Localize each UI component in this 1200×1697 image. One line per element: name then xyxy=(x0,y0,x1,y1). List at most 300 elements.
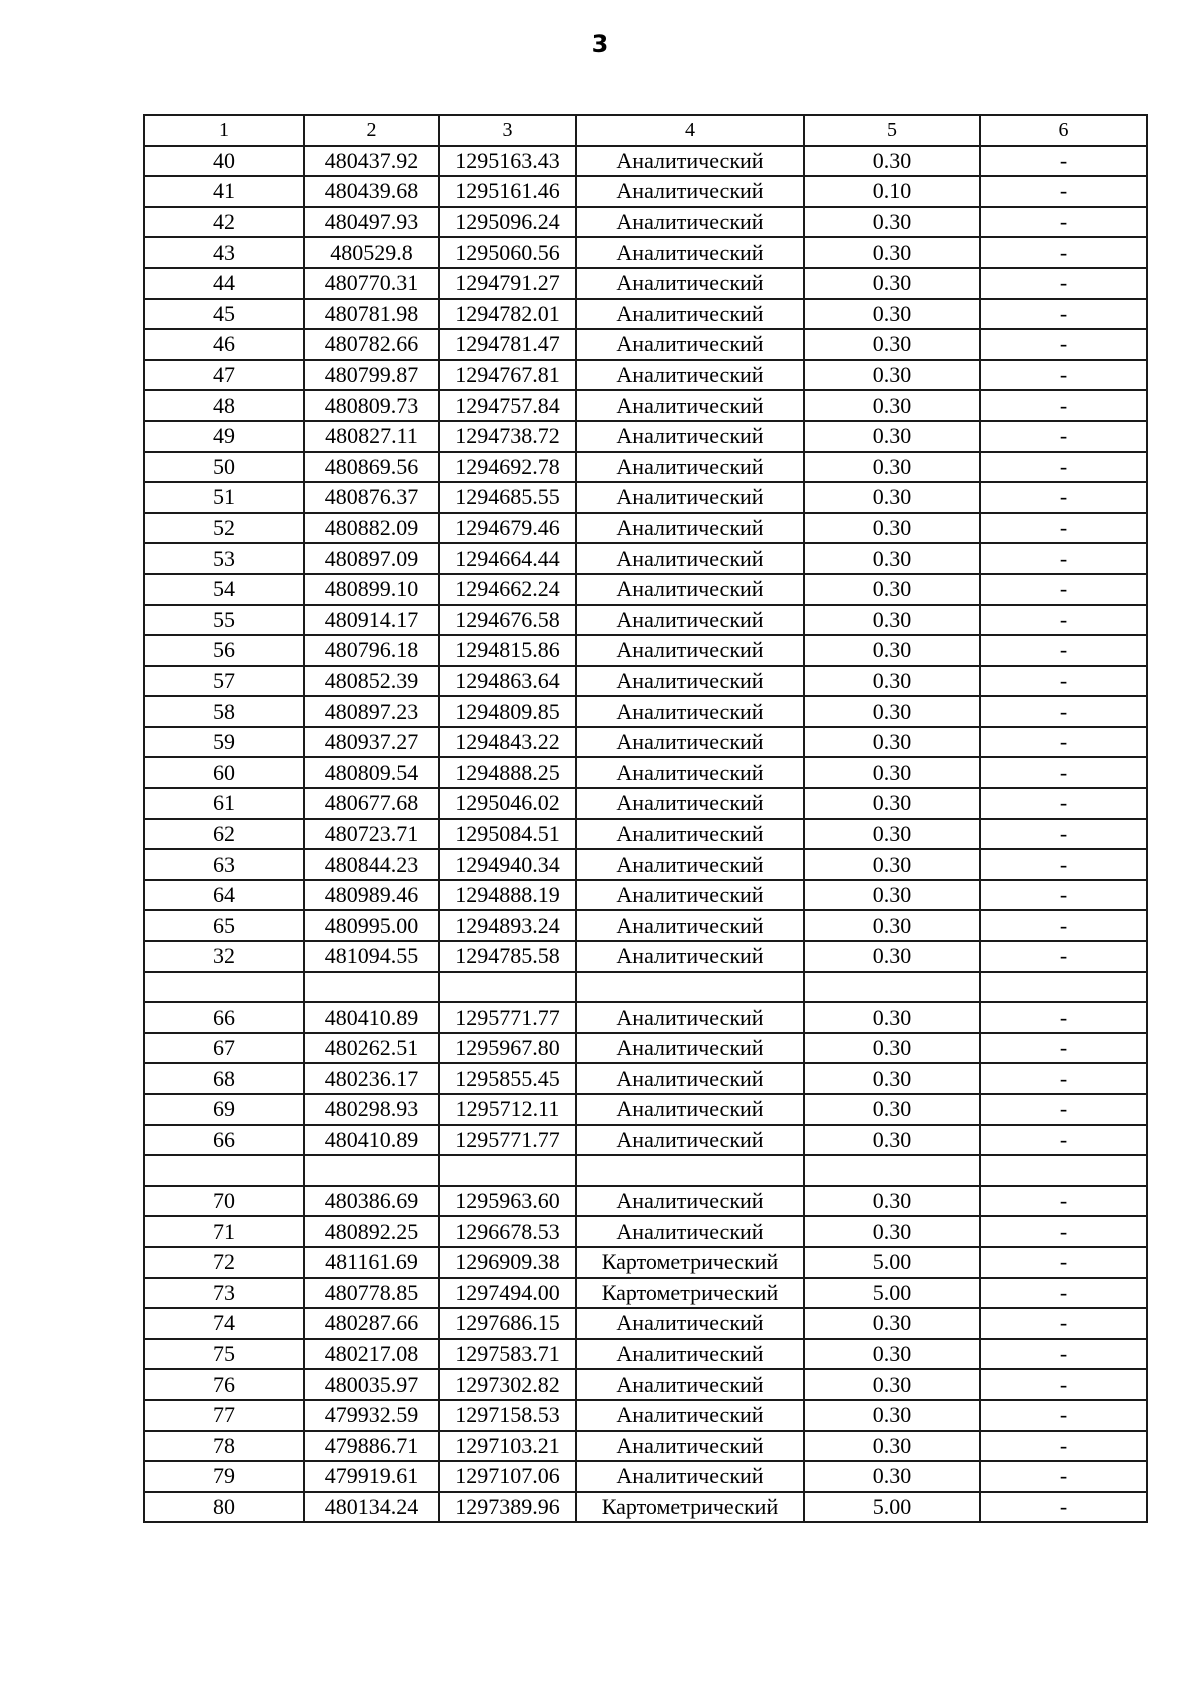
point-number-cell: 44 xyxy=(144,268,304,299)
point-number-cell: 53 xyxy=(144,543,304,574)
point-number-cell: 62 xyxy=(144,819,304,850)
point-number-cell: 41 xyxy=(144,176,304,207)
accuracy-cell: 0.30 xyxy=(804,482,980,513)
table-row xyxy=(144,1461,1147,1492)
y-coordinate-cell: 1295163.43 xyxy=(439,146,576,177)
note-cell: - xyxy=(980,1400,1147,1431)
x-coordinate-cell: 480262.51 xyxy=(304,1033,439,1064)
method-cell: Аналитический xyxy=(576,390,804,421)
point-number-cell: 57 xyxy=(144,666,304,697)
method-cell: Аналитический xyxy=(576,482,804,513)
x-coordinate-cell: 480298.93 xyxy=(304,1094,439,1125)
method-cell: Аналитический xyxy=(576,543,804,574)
note-cell: - xyxy=(980,207,1147,238)
point-number-cell: 70 xyxy=(144,1186,304,1217)
y-coordinate-cell: 1297302.82 xyxy=(439,1369,576,1400)
x-coordinate-cell: 480770.31 xyxy=(304,268,439,299)
x-coordinate-cell: 480809.54 xyxy=(304,757,439,788)
accuracy-cell: 0.30 xyxy=(804,941,980,972)
point-number-cell: 72 xyxy=(144,1247,304,1278)
header-cell: 3 xyxy=(439,115,576,146)
accuracy-cell: 0.30 xyxy=(804,880,980,911)
y-coordinate-cell: 1295855.45 xyxy=(439,1063,576,1094)
accuracy-cell xyxy=(804,1155,980,1186)
x-coordinate-cell: 480437.92 xyxy=(304,146,439,177)
accuracy-cell: 5.00 xyxy=(804,1247,980,1278)
y-coordinate-cell: 1295046.02 xyxy=(439,788,576,819)
point-number-cell: 45 xyxy=(144,299,304,330)
y-coordinate-cell: 1295771.77 xyxy=(439,1125,576,1156)
x-coordinate-cell: 480852.39 xyxy=(304,666,439,697)
table-row xyxy=(144,1278,1147,1309)
table-row xyxy=(144,574,1147,605)
point-number-cell: 50 xyxy=(144,452,304,483)
note-cell: - xyxy=(980,1002,1147,1033)
note-cell: - xyxy=(980,1094,1147,1125)
y-coordinate-cell: 1294791.27 xyxy=(439,268,576,299)
method-cell: Аналитический xyxy=(576,941,804,972)
table-row xyxy=(144,146,1147,177)
point-number-cell: 78 xyxy=(144,1431,304,1462)
y-coordinate-cell: 1294863.64 xyxy=(439,666,576,697)
table-row xyxy=(144,605,1147,636)
point-number-cell: 64 xyxy=(144,880,304,911)
x-coordinate-cell xyxy=(304,972,439,1003)
method-cell: Аналитический xyxy=(576,1400,804,1431)
x-coordinate-cell: 480386.69 xyxy=(304,1186,439,1217)
accuracy-cell: 0.30 xyxy=(804,1216,980,1247)
table-row xyxy=(144,543,1147,574)
point-number-cell: 59 xyxy=(144,727,304,758)
y-coordinate-cell: 1294785.58 xyxy=(439,941,576,972)
method-cell: Аналитический xyxy=(576,207,804,238)
accuracy-cell: 0.30 xyxy=(804,1431,980,1462)
method-cell: Аналитический xyxy=(576,727,804,758)
y-coordinate-cell: 1294781.47 xyxy=(439,329,576,360)
note-cell: - xyxy=(980,1278,1147,1309)
accuracy-cell: 0.30 xyxy=(804,727,980,758)
accuracy-cell: 0.30 xyxy=(804,1186,980,1217)
y-coordinate-cell xyxy=(439,1155,576,1186)
accuracy-cell: 0.30 xyxy=(804,1339,980,1370)
point-number-cell: 58 xyxy=(144,696,304,727)
method-cell: Аналитический xyxy=(576,176,804,207)
point-number-cell: 51 xyxy=(144,482,304,513)
y-coordinate-cell: 1294662.24 xyxy=(439,574,576,605)
point-number-cell: 61 xyxy=(144,788,304,819)
accuracy-cell: 0.30 xyxy=(804,635,980,666)
accuracy-cell: 0.30 xyxy=(804,819,980,850)
y-coordinate-cell xyxy=(439,972,576,1003)
point-number-cell: 73 xyxy=(144,1278,304,1309)
point-number-cell: 46 xyxy=(144,329,304,360)
accuracy-cell: 0.30 xyxy=(804,574,980,605)
x-coordinate-cell: 480723.71 xyxy=(304,819,439,850)
note-cell: - xyxy=(980,268,1147,299)
x-coordinate-cell: 480497.93 xyxy=(304,207,439,238)
y-coordinate-cell: 1294888.25 xyxy=(439,757,576,788)
y-coordinate-cell: 1294679.46 xyxy=(439,513,576,544)
y-coordinate-cell: 1297389.96 xyxy=(439,1492,576,1523)
point-number-cell: 80 xyxy=(144,1492,304,1523)
x-coordinate-cell: 480914.17 xyxy=(304,605,439,636)
note-cell: - xyxy=(980,329,1147,360)
y-coordinate-cell: 1295967.80 xyxy=(439,1033,576,1064)
accuracy-cell: 0.30 xyxy=(804,329,980,360)
note-cell: - xyxy=(980,880,1147,911)
point-number-cell: 52 xyxy=(144,513,304,544)
table-row xyxy=(144,1400,1147,1431)
point-number-cell: 32 xyxy=(144,941,304,972)
note-cell: - xyxy=(980,849,1147,880)
point-number-cell: 49 xyxy=(144,421,304,452)
note-cell: - xyxy=(980,1369,1147,1400)
point-number-cell: 60 xyxy=(144,757,304,788)
accuracy-cell: 0.30 xyxy=(804,1002,980,1033)
table-row xyxy=(144,1002,1147,1033)
x-coordinate-cell: 480995.00 xyxy=(304,910,439,941)
y-coordinate-cell: 1297686.15 xyxy=(439,1308,576,1339)
x-coordinate-cell: 480827.11 xyxy=(304,421,439,452)
table-row xyxy=(144,757,1147,788)
method-cell: Аналитический xyxy=(576,1063,804,1094)
note-cell: - xyxy=(980,696,1147,727)
y-coordinate-cell: 1294809.85 xyxy=(439,696,576,727)
table-row xyxy=(144,482,1147,513)
method-cell: Аналитический xyxy=(576,1033,804,1064)
coordinates-table xyxy=(143,114,1148,1523)
accuracy-cell: 0.30 xyxy=(804,513,980,544)
note-cell: - xyxy=(980,421,1147,452)
method-cell: Аналитический xyxy=(576,1339,804,1370)
note-cell: - xyxy=(980,1033,1147,1064)
method-cell: Аналитический xyxy=(576,513,804,544)
note-cell: - xyxy=(980,452,1147,483)
y-coordinate-cell: 1296909.38 xyxy=(439,1247,576,1278)
accuracy-cell xyxy=(804,972,980,1003)
method-cell: Аналитический xyxy=(576,1461,804,1492)
accuracy-cell: 0.30 xyxy=(804,360,980,391)
note-cell: - xyxy=(980,605,1147,636)
y-coordinate-cell: 1294893.24 xyxy=(439,910,576,941)
table-row xyxy=(144,176,1147,207)
y-coordinate-cell: 1294888.19 xyxy=(439,880,576,911)
table-row xyxy=(144,390,1147,421)
y-coordinate-cell: 1297107.06 xyxy=(439,1461,576,1492)
method-cell: Картометрический xyxy=(576,1247,804,1278)
point-number-cell: 69 xyxy=(144,1094,304,1125)
header-cell: 1 xyxy=(144,115,304,146)
method-cell: Аналитический xyxy=(576,605,804,636)
accuracy-cell: 0.30 xyxy=(804,1033,980,1064)
y-coordinate-cell: 1297494.00 xyxy=(439,1278,576,1309)
note-cell: - xyxy=(980,666,1147,697)
note-cell: - xyxy=(980,1492,1147,1523)
accuracy-cell: 0.30 xyxy=(804,543,980,574)
x-coordinate-cell: 480236.17 xyxy=(304,1063,439,1094)
x-coordinate-cell xyxy=(304,1155,439,1186)
accuracy-cell: 0.30 xyxy=(804,1094,980,1125)
point-number-cell: 63 xyxy=(144,849,304,880)
x-coordinate-cell: 480897.23 xyxy=(304,696,439,727)
header-cell: 6 xyxy=(980,115,1147,146)
note-cell xyxy=(980,1155,1147,1186)
table-row xyxy=(144,329,1147,360)
note-cell: - xyxy=(980,819,1147,850)
note-cell: - xyxy=(980,1063,1147,1094)
page-number: 3 xyxy=(591,30,609,58)
accuracy-cell: 0.30 xyxy=(804,1063,980,1094)
point-number-cell xyxy=(144,1155,304,1186)
x-coordinate-cell: 480796.18 xyxy=(304,635,439,666)
x-coordinate-cell: 480134.24 xyxy=(304,1492,439,1523)
x-coordinate-cell: 480869.56 xyxy=(304,452,439,483)
table-row xyxy=(144,788,1147,819)
y-coordinate-cell: 1294692.78 xyxy=(439,452,576,483)
accuracy-cell: 0.30 xyxy=(804,1308,980,1339)
table-row xyxy=(144,452,1147,483)
table-row xyxy=(144,849,1147,880)
note-cell: - xyxy=(980,543,1147,574)
method-cell: Аналитический xyxy=(576,1186,804,1217)
accuracy-cell: 0.30 xyxy=(804,1400,980,1431)
method-cell: Аналитический xyxy=(576,1369,804,1400)
note-cell: - xyxy=(980,299,1147,330)
accuracy-cell: 0.30 xyxy=(804,237,980,268)
point-number-cell: 55 xyxy=(144,605,304,636)
y-coordinate-cell: 1294782.01 xyxy=(439,299,576,330)
x-coordinate-cell: 480782.66 xyxy=(304,329,439,360)
method-cell: Аналитический xyxy=(576,299,804,330)
method-cell: Аналитический xyxy=(576,849,804,880)
method-cell: Аналитический xyxy=(576,910,804,941)
method-cell xyxy=(576,972,804,1003)
y-coordinate-cell: 1294685.55 xyxy=(439,482,576,513)
method-cell: Аналитический xyxy=(576,146,804,177)
method-cell: Аналитический xyxy=(576,1094,804,1125)
accuracy-cell: 5.00 xyxy=(804,1492,980,1523)
table-row xyxy=(144,941,1147,972)
method-cell: Аналитический xyxy=(576,1308,804,1339)
table-row xyxy=(144,237,1147,268)
method-cell: Аналитический xyxy=(576,757,804,788)
table-row xyxy=(144,1369,1147,1400)
note-cell: - xyxy=(980,635,1147,666)
x-coordinate-cell: 480882.09 xyxy=(304,513,439,544)
x-coordinate-cell: 481094.55 xyxy=(304,941,439,972)
table-row xyxy=(144,1308,1147,1339)
note-cell: - xyxy=(980,1216,1147,1247)
x-coordinate-cell: 480410.89 xyxy=(304,1125,439,1156)
accuracy-cell: 0.30 xyxy=(804,1461,980,1492)
point-number-cell: 48 xyxy=(144,390,304,421)
note-cell: - xyxy=(980,757,1147,788)
x-coordinate-cell: 479886.71 xyxy=(304,1431,439,1462)
method-cell: Аналитический xyxy=(576,1002,804,1033)
x-coordinate-cell: 479919.61 xyxy=(304,1461,439,1492)
accuracy-cell: 0.30 xyxy=(804,666,980,697)
method-cell: Аналитический xyxy=(576,329,804,360)
x-coordinate-cell: 479932.59 xyxy=(304,1400,439,1431)
accuracy-cell: 0.30 xyxy=(804,849,980,880)
x-coordinate-cell: 480217.08 xyxy=(304,1339,439,1370)
x-coordinate-cell: 480529.8 xyxy=(304,237,439,268)
point-number-cell: 54 xyxy=(144,574,304,605)
table-row xyxy=(144,1063,1147,1094)
header-cell: 2 xyxy=(304,115,439,146)
x-coordinate-cell: 480287.66 xyxy=(304,1308,439,1339)
x-coordinate-cell: 480677.68 xyxy=(304,788,439,819)
method-cell: Картометрический xyxy=(576,1492,804,1523)
note-cell: - xyxy=(980,1308,1147,1339)
note-cell: - xyxy=(980,1247,1147,1278)
point-number-cell: 66 xyxy=(144,1125,304,1156)
method-cell: Аналитический xyxy=(576,819,804,850)
x-coordinate-cell: 481161.69 xyxy=(304,1247,439,1278)
y-coordinate-cell: 1295771.77 xyxy=(439,1002,576,1033)
table-row xyxy=(144,299,1147,330)
note-cell: - xyxy=(980,482,1147,513)
point-number-cell: 56 xyxy=(144,635,304,666)
table-row xyxy=(144,1033,1147,1064)
note-cell: - xyxy=(980,1339,1147,1370)
method-cell: Аналитический xyxy=(576,1216,804,1247)
point-number-cell: 66 xyxy=(144,1002,304,1033)
accuracy-cell: 0.30 xyxy=(804,788,980,819)
y-coordinate-cell: 1296678.53 xyxy=(439,1216,576,1247)
point-number-cell: 71 xyxy=(144,1216,304,1247)
y-coordinate-cell: 1294757.84 xyxy=(439,390,576,421)
accuracy-cell: 5.00 xyxy=(804,1278,980,1309)
point-number-cell: 77 xyxy=(144,1400,304,1431)
y-coordinate-cell: 1297158.53 xyxy=(439,1400,576,1431)
x-coordinate-cell: 480937.27 xyxy=(304,727,439,758)
method-cell: Аналитический xyxy=(576,1431,804,1462)
header-row xyxy=(144,115,1147,146)
table-row xyxy=(144,666,1147,697)
note-cell: - xyxy=(980,1431,1147,1462)
method-cell: Аналитический xyxy=(576,574,804,605)
method-cell: Аналитический xyxy=(576,237,804,268)
point-number-cell: 76 xyxy=(144,1369,304,1400)
method-cell: Аналитический xyxy=(576,421,804,452)
table-row xyxy=(144,1431,1147,1462)
y-coordinate-cell: 1294815.86 xyxy=(439,635,576,666)
table-row xyxy=(144,1125,1147,1156)
accuracy-cell: 0.30 xyxy=(804,452,980,483)
x-coordinate-cell: 480844.23 xyxy=(304,849,439,880)
point-number-cell xyxy=(144,972,304,1003)
note-cell: - xyxy=(980,1461,1147,1492)
accuracy-cell: 0.30 xyxy=(804,299,980,330)
table-row xyxy=(144,1186,1147,1217)
x-coordinate-cell: 480778.85 xyxy=(304,1278,439,1309)
x-coordinate-cell: 480410.89 xyxy=(304,1002,439,1033)
header-cell: 5 xyxy=(804,115,980,146)
point-number-cell: 42 xyxy=(144,207,304,238)
accuracy-cell: 0.30 xyxy=(804,268,980,299)
table-row xyxy=(144,1247,1147,1278)
x-coordinate-cell: 480439.68 xyxy=(304,176,439,207)
accuracy-cell: 0.30 xyxy=(804,390,980,421)
note-cell: - xyxy=(980,574,1147,605)
table-row xyxy=(144,421,1147,452)
point-number-cell: 79 xyxy=(144,1461,304,1492)
note-cell: - xyxy=(980,176,1147,207)
point-number-cell: 40 xyxy=(144,146,304,177)
table-row xyxy=(144,880,1147,911)
table-row xyxy=(144,360,1147,391)
table-row xyxy=(144,819,1147,850)
point-number-cell: 74 xyxy=(144,1308,304,1339)
method-cell: Аналитический xyxy=(576,452,804,483)
y-coordinate-cell: 1295096.24 xyxy=(439,207,576,238)
note-cell: - xyxy=(980,1186,1147,1217)
point-number-cell: 43 xyxy=(144,237,304,268)
note-cell: - xyxy=(980,146,1147,177)
point-number-cell: 65 xyxy=(144,910,304,941)
y-coordinate-cell: 1294843.22 xyxy=(439,727,576,758)
point-number-cell: 47 xyxy=(144,360,304,391)
accuracy-cell: 0.30 xyxy=(804,605,980,636)
table-row xyxy=(144,635,1147,666)
table-body xyxy=(144,146,1147,1523)
x-coordinate-cell: 480809.73 xyxy=(304,390,439,421)
x-coordinate-cell: 480897.09 xyxy=(304,543,439,574)
table-row xyxy=(144,513,1147,544)
note-cell: - xyxy=(980,513,1147,544)
method-cell: Аналитический xyxy=(576,880,804,911)
method-cell: Аналитический xyxy=(576,666,804,697)
x-coordinate-cell: 480799.87 xyxy=(304,360,439,391)
y-coordinate-cell: 1295963.60 xyxy=(439,1186,576,1217)
accuracy-cell: 0.30 xyxy=(804,207,980,238)
accuracy-cell: 0.30 xyxy=(804,696,980,727)
note-cell: - xyxy=(980,390,1147,421)
note-cell: - xyxy=(980,941,1147,972)
table-header xyxy=(144,115,1147,146)
method-cell: Аналитический xyxy=(576,696,804,727)
accuracy-cell: 0.30 xyxy=(804,146,980,177)
y-coordinate-cell: 1295084.51 xyxy=(439,819,576,850)
note-cell: - xyxy=(980,360,1147,391)
method-cell: Аналитический xyxy=(576,1125,804,1156)
y-coordinate-cell: 1294676.58 xyxy=(439,605,576,636)
y-coordinate-cell: 1297103.21 xyxy=(439,1431,576,1462)
method-cell: Аналитический xyxy=(576,788,804,819)
y-coordinate-cell: 1294664.44 xyxy=(439,543,576,574)
note-cell: - xyxy=(980,910,1147,941)
note-cell: - xyxy=(980,727,1147,758)
x-coordinate-cell: 480781.98 xyxy=(304,299,439,330)
method-cell: Аналитический xyxy=(576,268,804,299)
point-number-cell: 67 xyxy=(144,1033,304,1064)
y-coordinate-cell: 1295060.56 xyxy=(439,237,576,268)
y-coordinate-cell: 1297583.71 xyxy=(439,1339,576,1370)
header-cell: 4 xyxy=(576,115,804,146)
x-coordinate-cell: 480989.46 xyxy=(304,880,439,911)
note-cell xyxy=(980,972,1147,1003)
method-cell xyxy=(576,1155,804,1186)
table-row xyxy=(144,910,1147,941)
table-row xyxy=(144,268,1147,299)
table-row xyxy=(144,727,1147,758)
table-row xyxy=(144,207,1147,238)
table-row xyxy=(144,972,1147,1003)
x-coordinate-cell: 480899.10 xyxy=(304,574,439,605)
x-coordinate-cell: 480892.25 xyxy=(304,1216,439,1247)
accuracy-cell: 0.30 xyxy=(804,1369,980,1400)
